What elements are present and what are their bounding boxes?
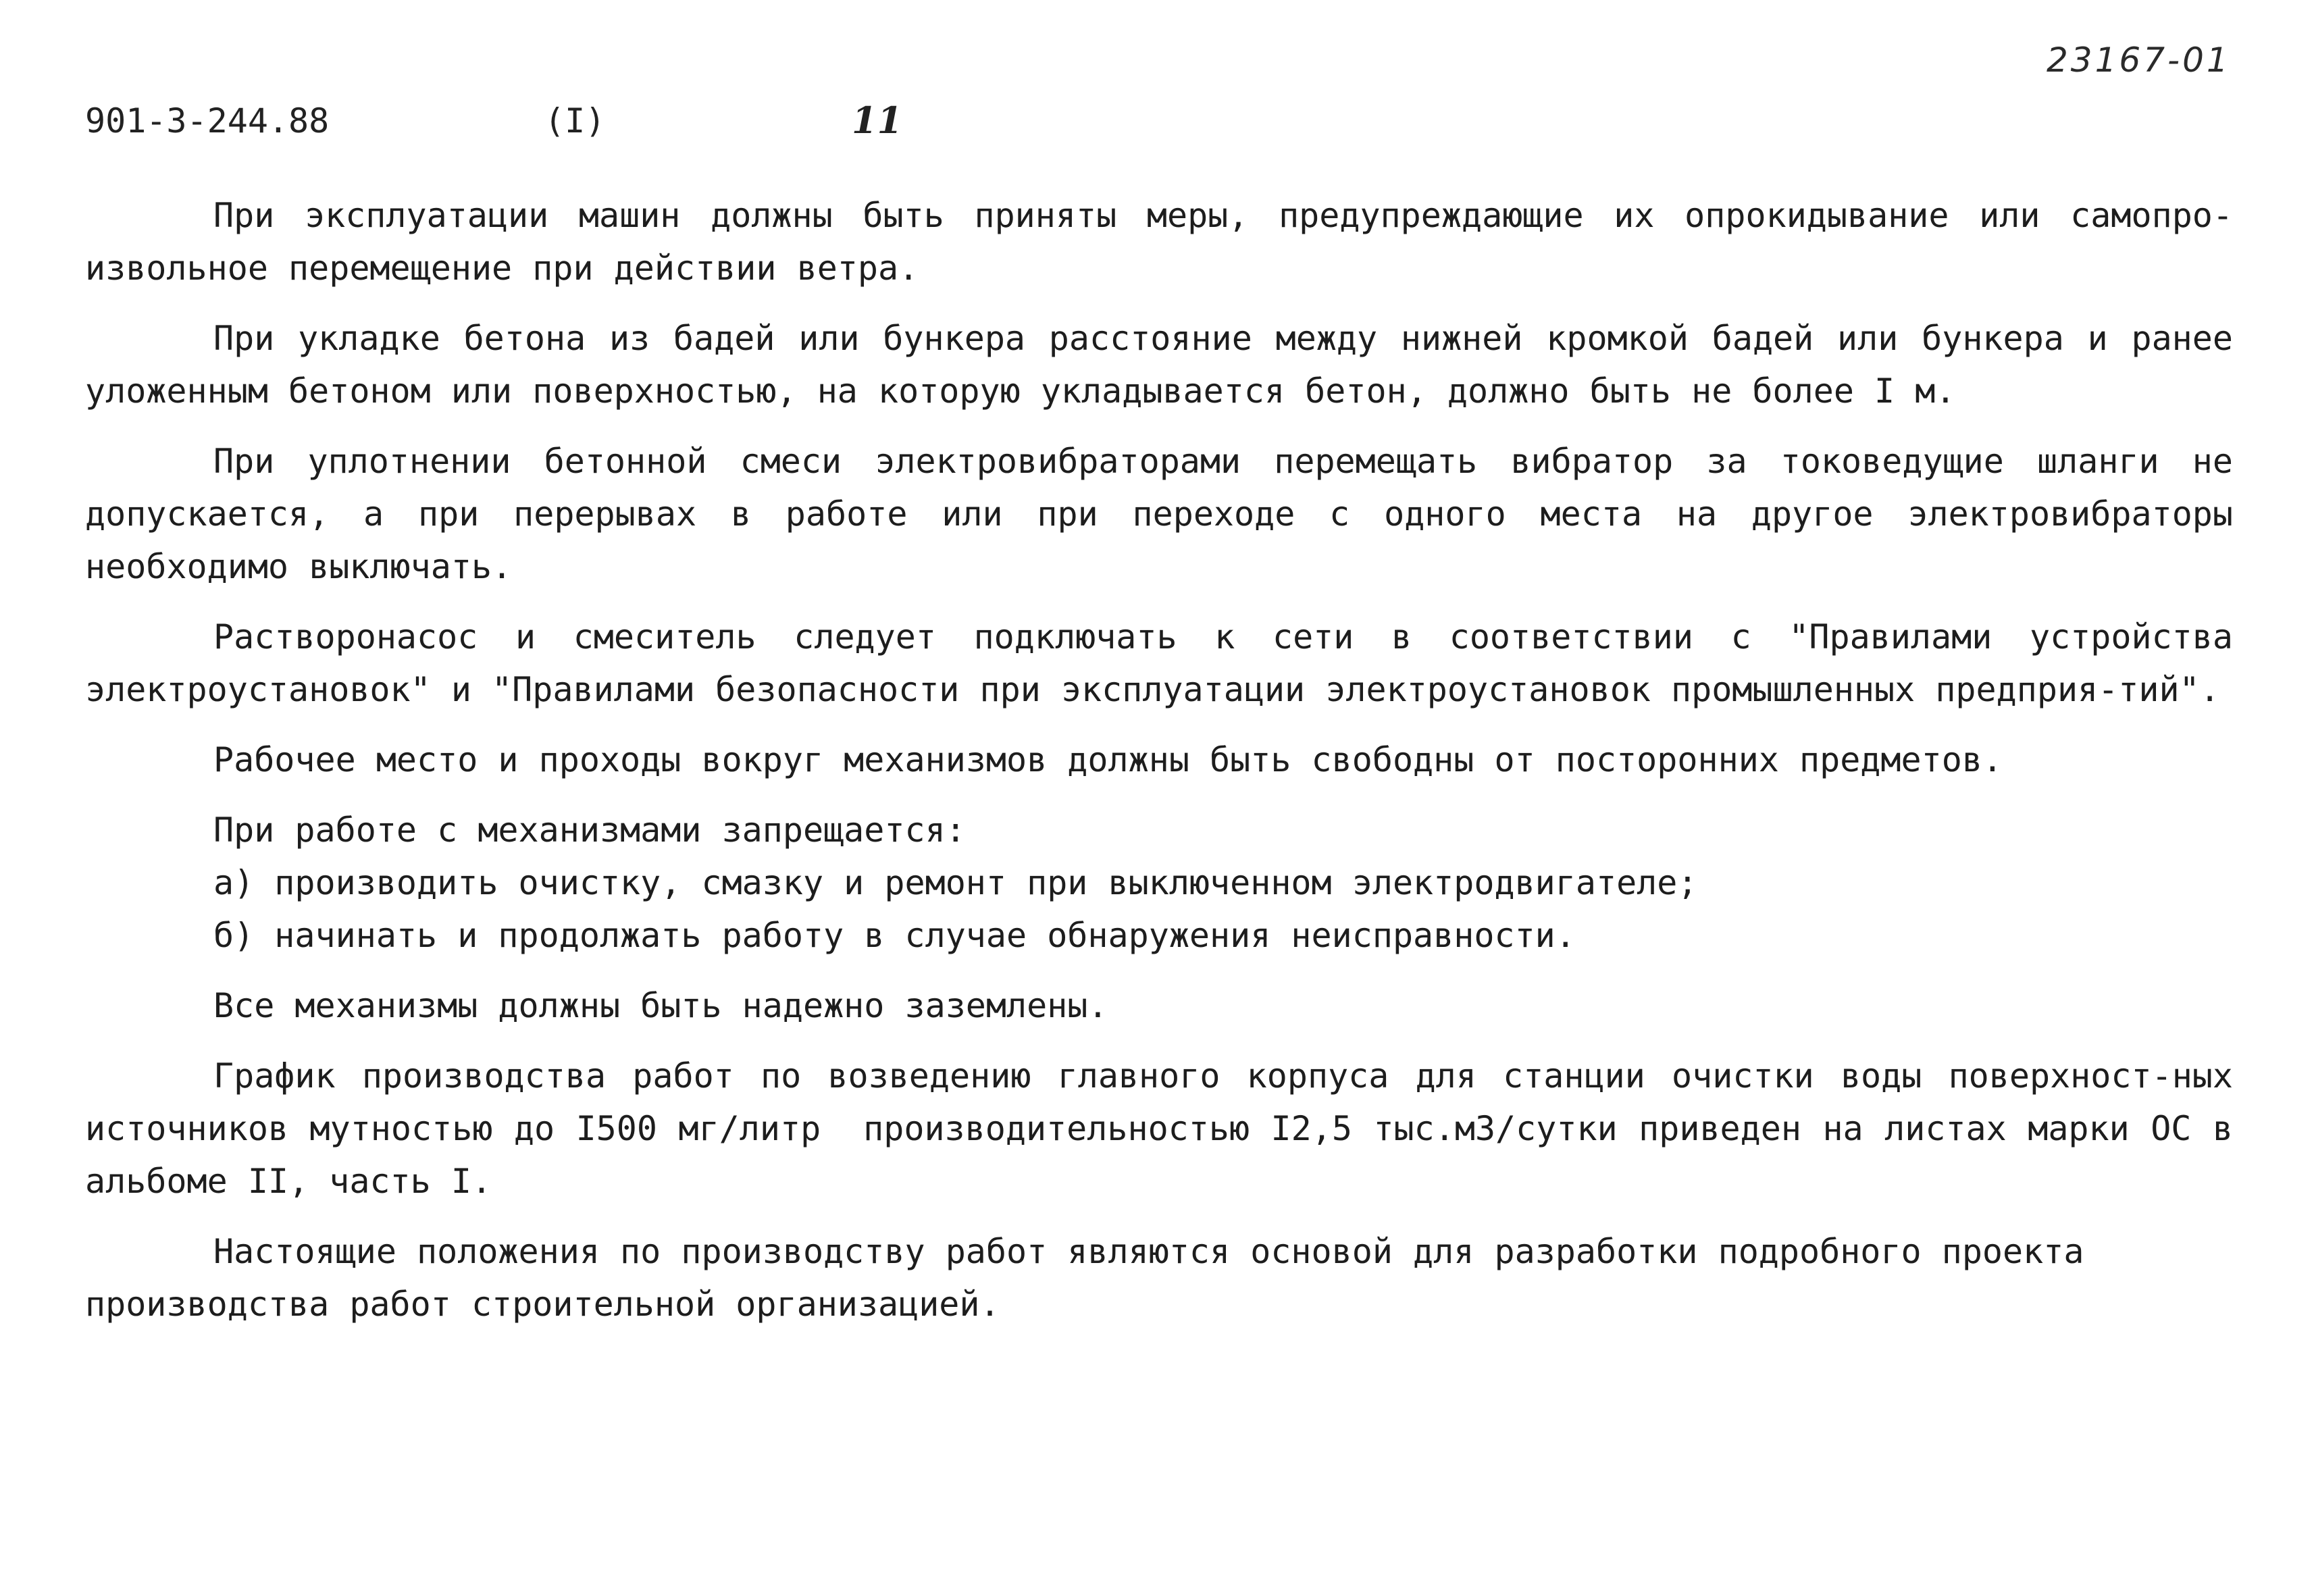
body-text (85, 189, 2254, 1348)
list-item: б) начинать и продолжать работу в случае обнаружения неисправности. (213, 916, 1576, 955)
paragraph: Настоящие положения по производству работ являются основой для разработки подробного проекта производства работ строительной организацией. (85, 1232, 2105, 1324)
archive-number-stamp: 23167-01 (2047, 41, 2231, 80)
paragraph: Все механизмы должны быть надежно заземлены. (213, 986, 1108, 1025)
paragraph: Растворонасос и смеситель следует подключать к сети в соответствии с "Правилами устройства электроустановок" и "Правилами безопасности при эксплуатации электроустановок промышленных предприя-тий". (85, 617, 2254, 709)
paragraph: При эксплуатации машин должны быть приняты меры, предупреждающие их опрокидывание или самопро-извольное перемещение при действии ветра. (85, 196, 2233, 288)
page-number: 11 (852, 99, 903, 142)
list-item: а) производить очистку, смазку и ремонт при выключенном электродвигателе; (213, 863, 1698, 902)
volume-number: (I) (544, 101, 606, 140)
document-code: 901-3-244.88 (85, 101, 330, 140)
paragraph: График производства работ по возведению главного корпуса для станции очистки воды поверхност-ных источников мутностью до I500 мг/литр производительностью I2,5 тыс.м3/сутки приведен на листах марки ОС в альбоме II, часть I. (85, 1056, 2254, 1201)
prohibitions-list (85, 804, 2233, 962)
paragraph: При укладке бетона из бадей или бункера расстояние между нижней кромкой бадей или бункера и ранее уложенным бетоном или поверхностью, на которую укладывается бетон, должно быть не более I м. (85, 319, 2254, 411)
paragraph: При уплотнении бетонной смеси электровибраторами перемещать вибратор за токоведущие шланги не допускается, а при перерывах в работе или при переходе с одного места на другое электровибраторы необходимо выключать. (85, 442, 2254, 586)
paragraph: Рабочее место и проходы вокруг механизмов должны быть свободны от посторонних предметов. (213, 740, 2003, 779)
list-intro: При работе с механизмами запрещается: (213, 810, 966, 850)
